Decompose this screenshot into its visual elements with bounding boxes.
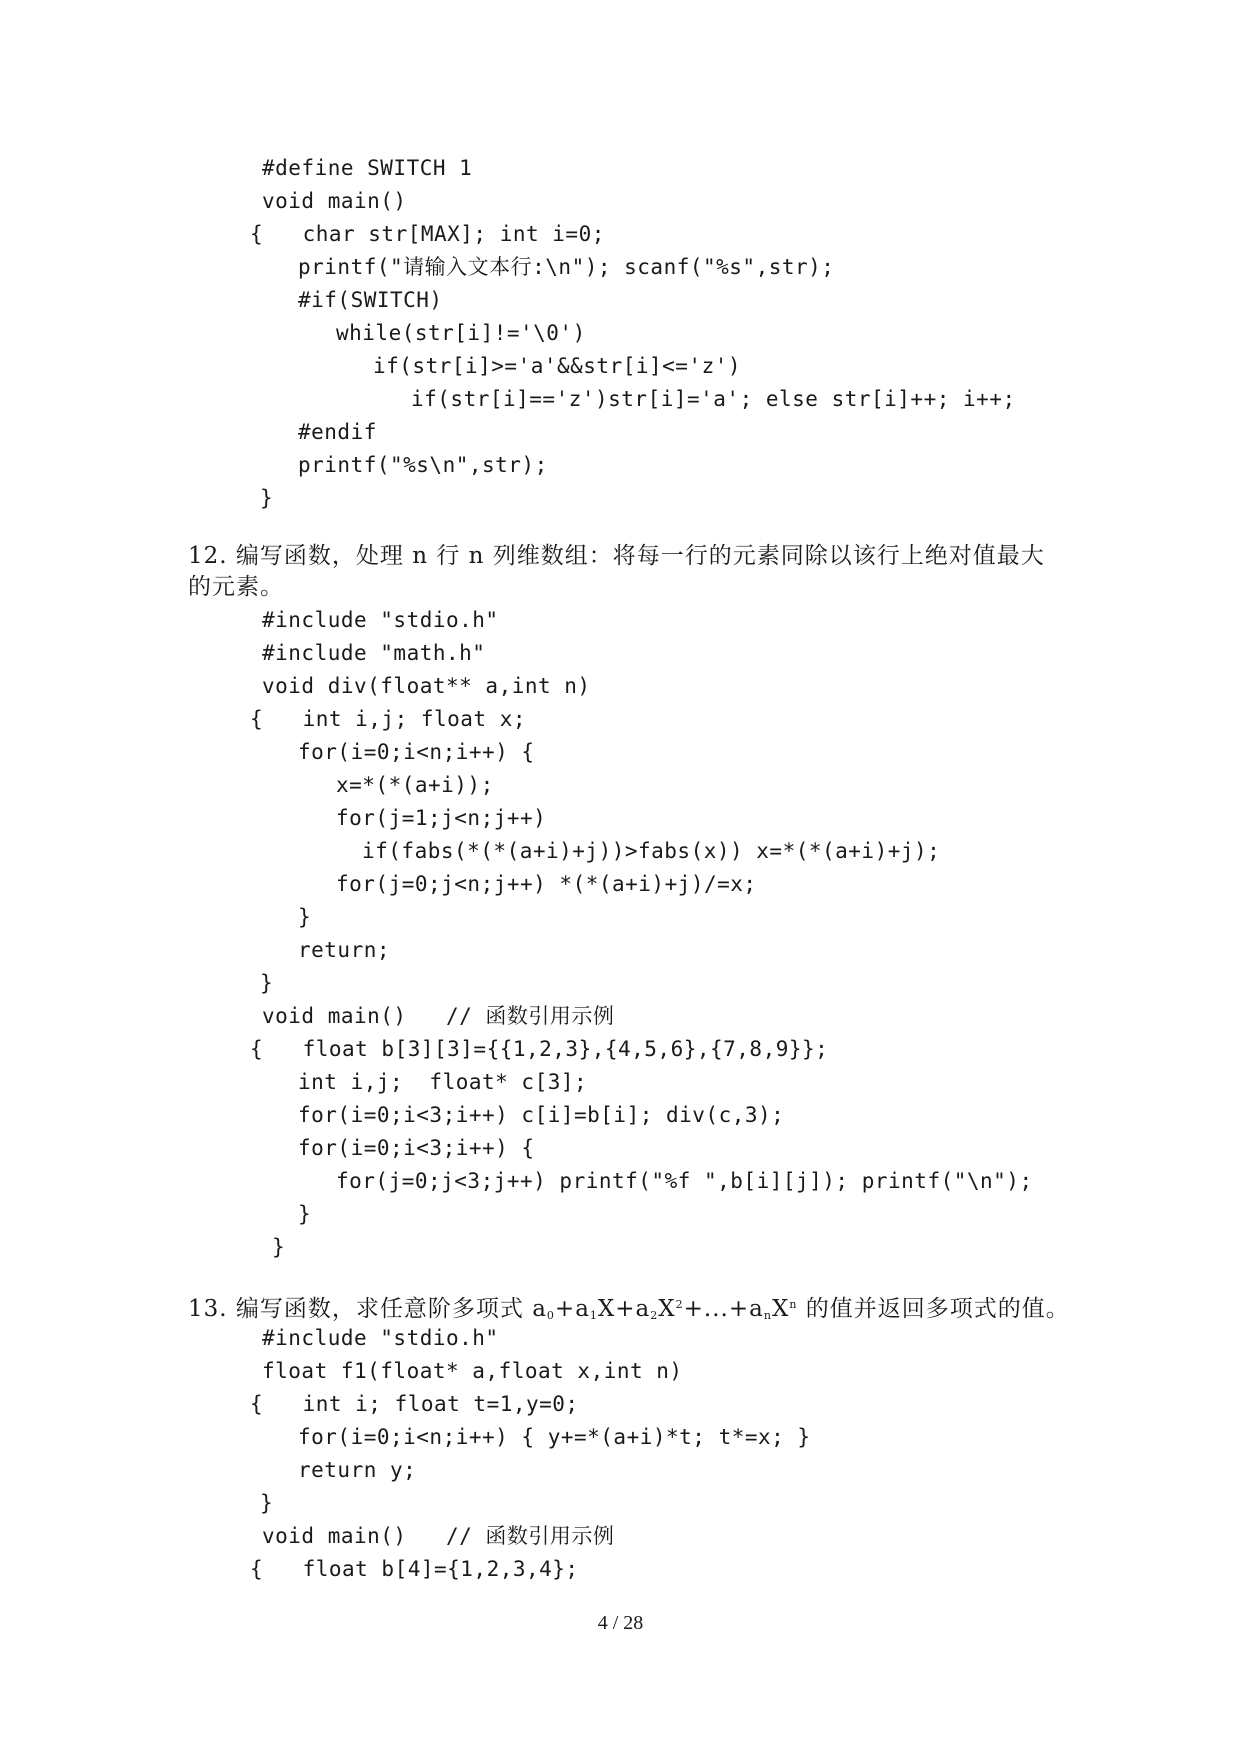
code-line: } — [272, 1235, 286, 1259]
code-line: } — [260, 971, 274, 995]
code-line: #endif — [298, 420, 377, 444]
code-line: printf("%s\n",str); — [298, 453, 548, 477]
code-line: for(j=1;j<n;j++) — [336, 806, 547, 830]
formula-term: X — [658, 1296, 676, 1322]
code-line: void main() — [262, 189, 407, 213]
code-line: #include "math.h" — [262, 641, 486, 665]
code-line: if(str[i]=='z')str[i]='a'; else str[i]++; i++; — [411, 387, 1016, 411]
code-line: return; — [298, 938, 391, 962]
formula-subscript: n — [763, 1309, 772, 1322]
code-line: x=*(*(a+i)); — [336, 773, 494, 797]
formula-term: X — [771, 1296, 790, 1322]
code-line: float f1(float* a,float x,int n) — [262, 1359, 683, 1383]
code-line: for(i=0;i<n;i++) { — [298, 740, 535, 764]
code-line: #include "stdio.h" — [262, 1326, 499, 1350]
code-line: if(fabs(*(*(a+i)+j))>fabs(x)) x=*(*(a+i)+j); — [362, 839, 941, 863]
code-line: #define SWITCH 1 — [262, 156, 473, 180]
code-line: } — [298, 905, 312, 929]
code-line: { int i,j; float x; — [250, 707, 527, 731]
code-line: for(j=0;j<n;j++) *(*(a+i)+j)/=x; — [336, 872, 757, 896]
formula-subscript: 1 — [589, 1309, 598, 1322]
code-line: { char str[MAX]; int i=0; — [250, 222, 605, 246]
code-line: #include "stdio.h" — [262, 608, 499, 632]
code-line: for(j=0;j<3;j++) printf("%f ",b[i][j]); printf("\n"); — [336, 1169, 1033, 1193]
formula-term: a — [532, 1296, 547, 1322]
formula-subscript: 0 — [546, 1309, 555, 1322]
code-line: if(str[i]>='a'&&str[i]<='z') — [373, 354, 742, 378]
code-line: for(i=0;i<3;i++) { — [298, 1136, 535, 1160]
formula-superscript: 2 — [675, 1298, 684, 1311]
formula-superscript: n — [789, 1298, 798, 1311]
code-line: { float b[3][3]={{1,2,3},{4,5,6},{7,8,9}}; — [250, 1037, 829, 1061]
question-12-heading: 12. 编写函数，处理 n 行 n 列维数组：将每一行的元素同除以该行上绝对值最大 — [188, 543, 1045, 569]
code-line: void div(float** a,int n) — [262, 674, 591, 698]
code-line: printf("请输入文本行:\n"); scanf("%s",str); — [298, 255, 835, 279]
code-line: { int i; float t=1,y=0; — [250, 1392, 579, 1416]
formula-term: +...+a — [683, 1296, 764, 1322]
code-line: while(str[i]!='\0') — [336, 321, 586, 345]
code-line: } — [298, 1202, 312, 1226]
question-12-heading-cont: 的元素。 — [188, 574, 284, 600]
formula-term: +a — [554, 1296, 590, 1322]
code-line: #if(SWITCH) — [298, 288, 443, 312]
code-line: for(i=0;i<3;i++) c[i]=b[i]; div(c,3); — [298, 1103, 785, 1127]
page-number: 4 / 28 — [597, 1612, 644, 1634]
code-line: } — [260, 486, 274, 510]
formula-term: X+a — [597, 1296, 651, 1322]
code-line: int i,j; float* c[3]; — [298, 1070, 588, 1094]
code-line: } — [260, 1491, 274, 1515]
code-line: for(i=0;i<n;i++) { y+=*(a+i)*t; t*=x; } — [298, 1425, 811, 1449]
code-line: { float b[4]={1,2,3,4}; — [250, 1557, 579, 1581]
code-line: void main() // 函数引用示例 — [262, 1524, 615, 1548]
heading-text: 13. 编写函数，求任意阶多项式 — [188, 1296, 533, 1322]
code-line: void main() // 函数引用示例 — [262, 1004, 615, 1028]
code-line: return y; — [298, 1458, 417, 1482]
formula-subscript: 2 — [650, 1309, 659, 1322]
heading-text: 的值并返回多项式的值。 — [797, 1296, 1070, 1322]
